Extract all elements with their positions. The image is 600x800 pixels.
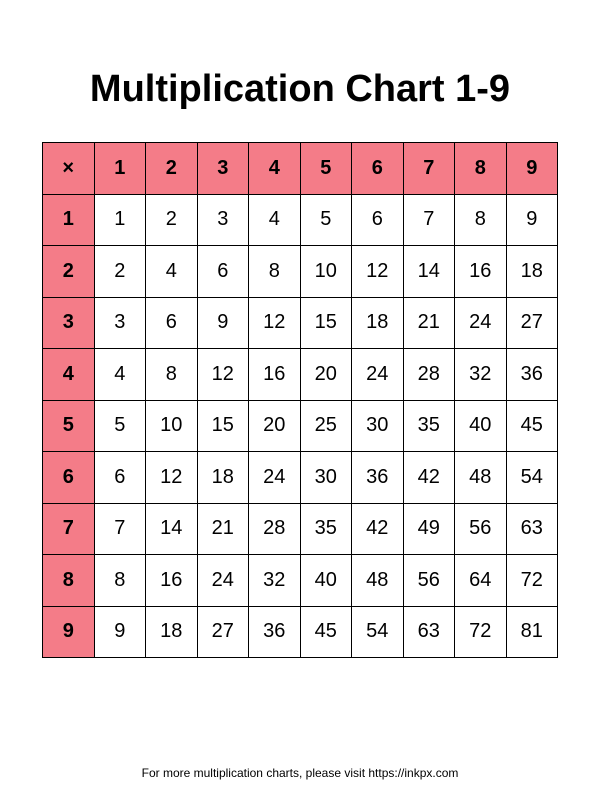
row-header: 4	[43, 349, 95, 401]
product-cell: 63	[403, 606, 455, 658]
product-cell: 20	[249, 400, 301, 452]
table-row	[43, 606, 558, 658]
column-header: 7	[403, 143, 455, 195]
row-header: 3	[43, 297, 95, 349]
multiplication-table	[42, 142, 558, 658]
product-cell: 4	[249, 194, 301, 246]
product-cell: 12	[197, 349, 249, 401]
table-row	[43, 555, 558, 607]
product-cell: 12	[249, 297, 301, 349]
product-cell: 72	[506, 555, 558, 607]
product-cell: 4	[94, 349, 146, 401]
product-cell: 7	[94, 503, 146, 555]
product-cell: 21	[403, 297, 455, 349]
product-cell: 24	[249, 452, 301, 504]
product-cell: 45	[300, 606, 352, 658]
table-row	[43, 503, 558, 555]
row-header: 7	[43, 503, 95, 555]
product-cell: 56	[455, 503, 507, 555]
product-cell: 42	[403, 452, 455, 504]
row-header: 9	[43, 606, 95, 658]
product-cell: 9	[197, 297, 249, 349]
table-row	[43, 400, 558, 452]
row-header: 2	[43, 246, 95, 298]
product-cell: 5	[300, 194, 352, 246]
product-cell: 6	[197, 246, 249, 298]
page-title: Multiplication Chart 1-9	[89, 68, 511, 110]
product-cell: 28	[249, 503, 301, 555]
product-cell: 3	[94, 297, 146, 349]
product-cell: 64	[455, 555, 507, 607]
table-row	[43, 246, 558, 298]
table-header-row	[43, 143, 558, 195]
product-cell: 3	[197, 194, 249, 246]
product-cell: 24	[197, 555, 249, 607]
product-cell: 12	[146, 452, 198, 504]
product-cell: 20	[300, 349, 352, 401]
footer-note: For more multiplication charts, please visit https://inkpx.com	[141, 766, 459, 780]
product-cell: 18	[197, 452, 249, 504]
product-cell: 12	[352, 246, 404, 298]
table-body	[43, 194, 558, 658]
product-cell: 14	[146, 503, 198, 555]
corner-cell: ×	[43, 143, 95, 195]
product-cell: 2	[94, 246, 146, 298]
product-cell: 28	[403, 349, 455, 401]
product-cell: 24	[352, 349, 404, 401]
table-row	[43, 349, 558, 401]
product-cell: 36	[249, 606, 301, 658]
product-cell: 8	[146, 349, 198, 401]
product-cell: 48	[352, 555, 404, 607]
column-header: 4	[249, 143, 301, 195]
product-cell: 7	[403, 194, 455, 246]
product-cell: 18	[352, 297, 404, 349]
product-cell: 30	[300, 452, 352, 504]
product-cell: 27	[197, 606, 249, 658]
product-cell: 40	[455, 400, 507, 452]
product-cell: 32	[249, 555, 301, 607]
product-cell: 15	[300, 297, 352, 349]
product-cell: 6	[352, 194, 404, 246]
product-cell: 54	[506, 452, 558, 504]
product-cell: 72	[455, 606, 507, 658]
product-cell: 30	[352, 400, 404, 452]
row-header: 8	[43, 555, 95, 607]
column-header: 2	[146, 143, 198, 195]
product-cell: 16	[455, 246, 507, 298]
product-cell: 1	[94, 194, 146, 246]
product-cell: 9	[94, 606, 146, 658]
product-cell: 9	[506, 194, 558, 246]
product-cell: 10	[300, 246, 352, 298]
row-header: 1	[43, 194, 95, 246]
column-header: 9	[506, 143, 558, 195]
product-cell: 8	[455, 194, 507, 246]
product-cell: 4	[146, 246, 198, 298]
product-cell: 35	[300, 503, 352, 555]
product-cell: 16	[146, 555, 198, 607]
product-cell: 8	[94, 555, 146, 607]
table-row	[43, 297, 558, 349]
product-cell: 18	[506, 246, 558, 298]
product-cell: 6	[94, 452, 146, 504]
product-cell: 81	[506, 606, 558, 658]
product-cell: 56	[403, 555, 455, 607]
column-header: 3	[197, 143, 249, 195]
product-cell: 48	[455, 452, 507, 504]
product-cell: 14	[403, 246, 455, 298]
multiplication-table-container	[42, 142, 558, 658]
product-cell: 16	[249, 349, 301, 401]
product-cell: 49	[403, 503, 455, 555]
product-cell: 21	[197, 503, 249, 555]
product-cell: 27	[506, 297, 558, 349]
product-cell: 35	[403, 400, 455, 452]
product-cell: 36	[352, 452, 404, 504]
product-cell: 25	[300, 400, 352, 452]
product-cell: 8	[249, 246, 301, 298]
product-cell: 42	[352, 503, 404, 555]
product-cell: 40	[300, 555, 352, 607]
product-cell: 6	[146, 297, 198, 349]
product-cell: 24	[455, 297, 507, 349]
product-cell: 18	[146, 606, 198, 658]
product-cell: 63	[506, 503, 558, 555]
table-row	[43, 194, 558, 246]
column-header: 5	[300, 143, 352, 195]
row-header: 5	[43, 400, 95, 452]
product-cell: 15	[197, 400, 249, 452]
table-row	[43, 452, 558, 504]
product-cell: 32	[455, 349, 507, 401]
product-cell: 45	[506, 400, 558, 452]
column-header: 6	[352, 143, 404, 195]
product-cell: 36	[506, 349, 558, 401]
product-cell: 54	[352, 606, 404, 658]
column-header: 8	[455, 143, 507, 195]
product-cell: 10	[146, 400, 198, 452]
row-header: 6	[43, 452, 95, 504]
product-cell: 2	[146, 194, 198, 246]
product-cell: 5	[94, 400, 146, 452]
column-header: 1	[94, 143, 146, 195]
